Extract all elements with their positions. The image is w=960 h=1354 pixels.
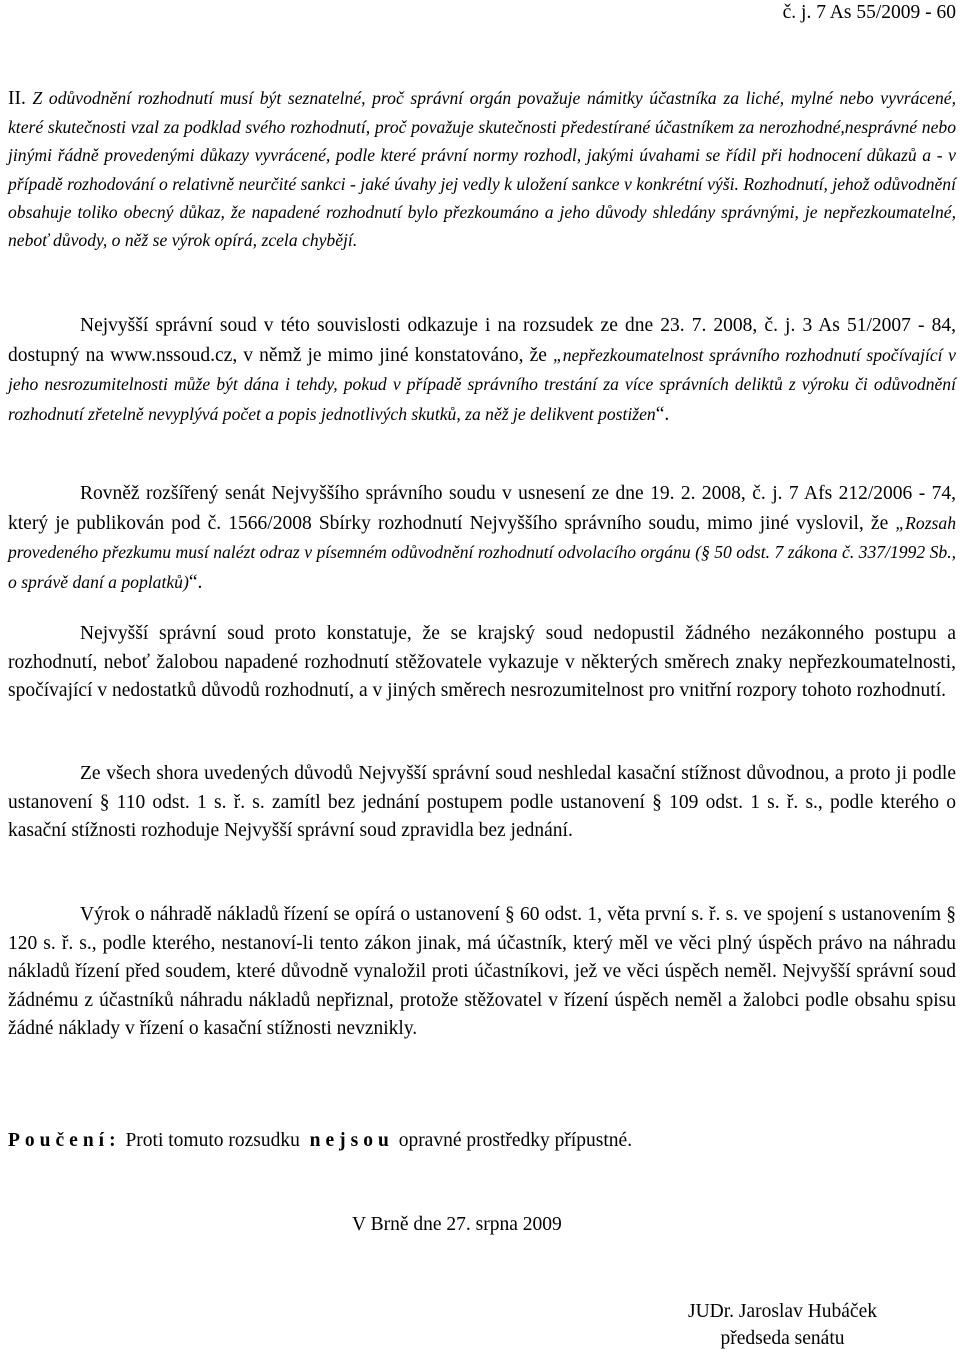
roman-numeral: II. [8, 88, 26, 109]
quoted-text: „Rozsah provedeného přezkumu musí nalézt odraz v písemném odůvodnění rozhodnutí odvolacího orgánu (§ 50 odst. 7 zákona č. 337/1992 Sb., o správě daní a poplatků) [8, 512, 956, 592]
instruction-nejsou: nejsou [309, 1130, 394, 1151]
quoted-text: „nepřezkoumatelnost správního rozhodnutí spočívající v jeho nesrozumitelnosti může být dána i tehdy, pokud v případě správního trestání za více správních deliktů z výroku či odůvodnění rozhodnutí zřetelně nevyplývá počet a popis jednotlivých skutků, za něž je delikvent postižen [8, 344, 956, 424]
paragraph-reference-usneseni [8, 480, 956, 597]
citation-text: Z odůvodnění rozhodnutí musí být seznatelné, proč správní orgán považuje námitky účastníka za liché, mylné nebo vyvrácené, které skutečnosti vzal za podklad svého rozhodnutí, proč považuje skutečnosti předestírané účastníkem za nerozhodné,nesprávné nebo jinými řádně provedenými důkazy vyvrácené, podle které právní normy rozhodl, jakými úvahami se řídil při hodnocení důkazů a - v případě rozhodování o relativně neurčité sankci - jaké úvahy jej vedly k uložení sankce v konkrétní výši. Rozhodnutí, jehož odůvodnění obsahuje toliko obecný důkaz, že napadené rozhodnutí bylo přezkoumáno a jeho důvody shledány správnými, je nepřezkoumatelné, neboť důvody, o něž se výrok opírá, zcela chybějí. [8, 88, 956, 251]
signatory-name: JUDr. Jaroslav Hubáček [688, 1301, 877, 1322]
instruction-text-after: opravné prostředky přípustné. [393, 1130, 633, 1151]
paragraph-text: Ze všech shora uvedených důvodů Nejvyšší správní soud neshledal kasační stížnost důvodnou, a proto ji podle ustanovení § 110 odst. 1 s. ř. s. zamítl bez jednání postupem podle ustanovení § 109 odst. 1 s. ř. s., podle kterého o kasační stížnosti rozhoduje Nejvyšší správní soud zpravidla bez jednání. [8, 763, 956, 841]
signatory-role: předseda senátu [720, 1328, 845, 1349]
paragraph-naklady [8, 901, 956, 1044]
paragraph-citation-ii [8, 84, 956, 254]
case-number-header: č. j. 7 As 55/2009 - 60 [782, 2, 956, 23]
instruction-text-before: Proti tomuto rozsudku [120, 1130, 305, 1151]
instruction-line [8, 1130, 632, 1152]
paragraph-text: Výrok o náhradě nákladů řízení se opírá o ustanovení § 60 odst. 1, věta první s. ř. s. ve spojení s ustanovením § 120 s. ř. s., podle kterého, nestanoví-li tento zákon jinak, má účastník, který měl ve věci plný úspěch právo na náhradu nákladů řízení před soudem, které důvodně vynaložil proti účastníkovi, jež ve věci úspěch neměl. Nejvyšší správní soud žádnému z účastníků náhradu nákladů nepřiznal, protože stěžovatel v řízení úspěch neměl a žalobci podle obsahu spisu žádné náklady v řízení o kasační stížnosti nevznikly. [8, 904, 956, 1039]
paragraph-text: Nejvyšší správní soud v této souvislosti odkazuje i na rozsudek ze dne 23. 7. 2008, č. j. 3 As 51/2007 - 84, dostupný na www.nssoud.cz, v němž je mimo jiné konstatováno, že [8, 315, 956, 366]
paragraph-konstatovani [8, 620, 956, 706]
paragraph-zamitnuti [8, 760, 956, 846]
instruction-label: Poučení: [8, 1130, 121, 1151]
quote-end: “. [188, 571, 203, 593]
date-line: V Brně dne 27. srpna 2009 [352, 1214, 562, 1235]
paragraph-reference-rozsudek [8, 312, 956, 429]
quote-end: “. [655, 403, 670, 425]
paragraph-text: Rovněž rozšířený senát Nejvyššího správního soudu v usnesení ze dne 19. 2. 2008, č. j. 7 Afs 212/2006 - 74, který je publikován pod č. 1566/2008 Sbírky rozhodnutí Nejvyššího správního soudu, mimo jiné vyslovil, že [8, 483, 956, 534]
signature-block [688, 1298, 877, 1352]
paragraph-text: Nejvyšší správní soud proto konstatuje, že se krajský soud nedopustil žádného nezákonného postupu a rozhodnutí, neboť žalobou napadené rozhodnutí stěžovatele vykazuje v některých směrech znaky nepřezkoumatelnosti, spočívající v nedostatků důvodů rozhodnutí, a v jiných směrech nesrozumitelnost pro vnitřní rozpory tohoto rozhodnutí. [8, 623, 956, 701]
